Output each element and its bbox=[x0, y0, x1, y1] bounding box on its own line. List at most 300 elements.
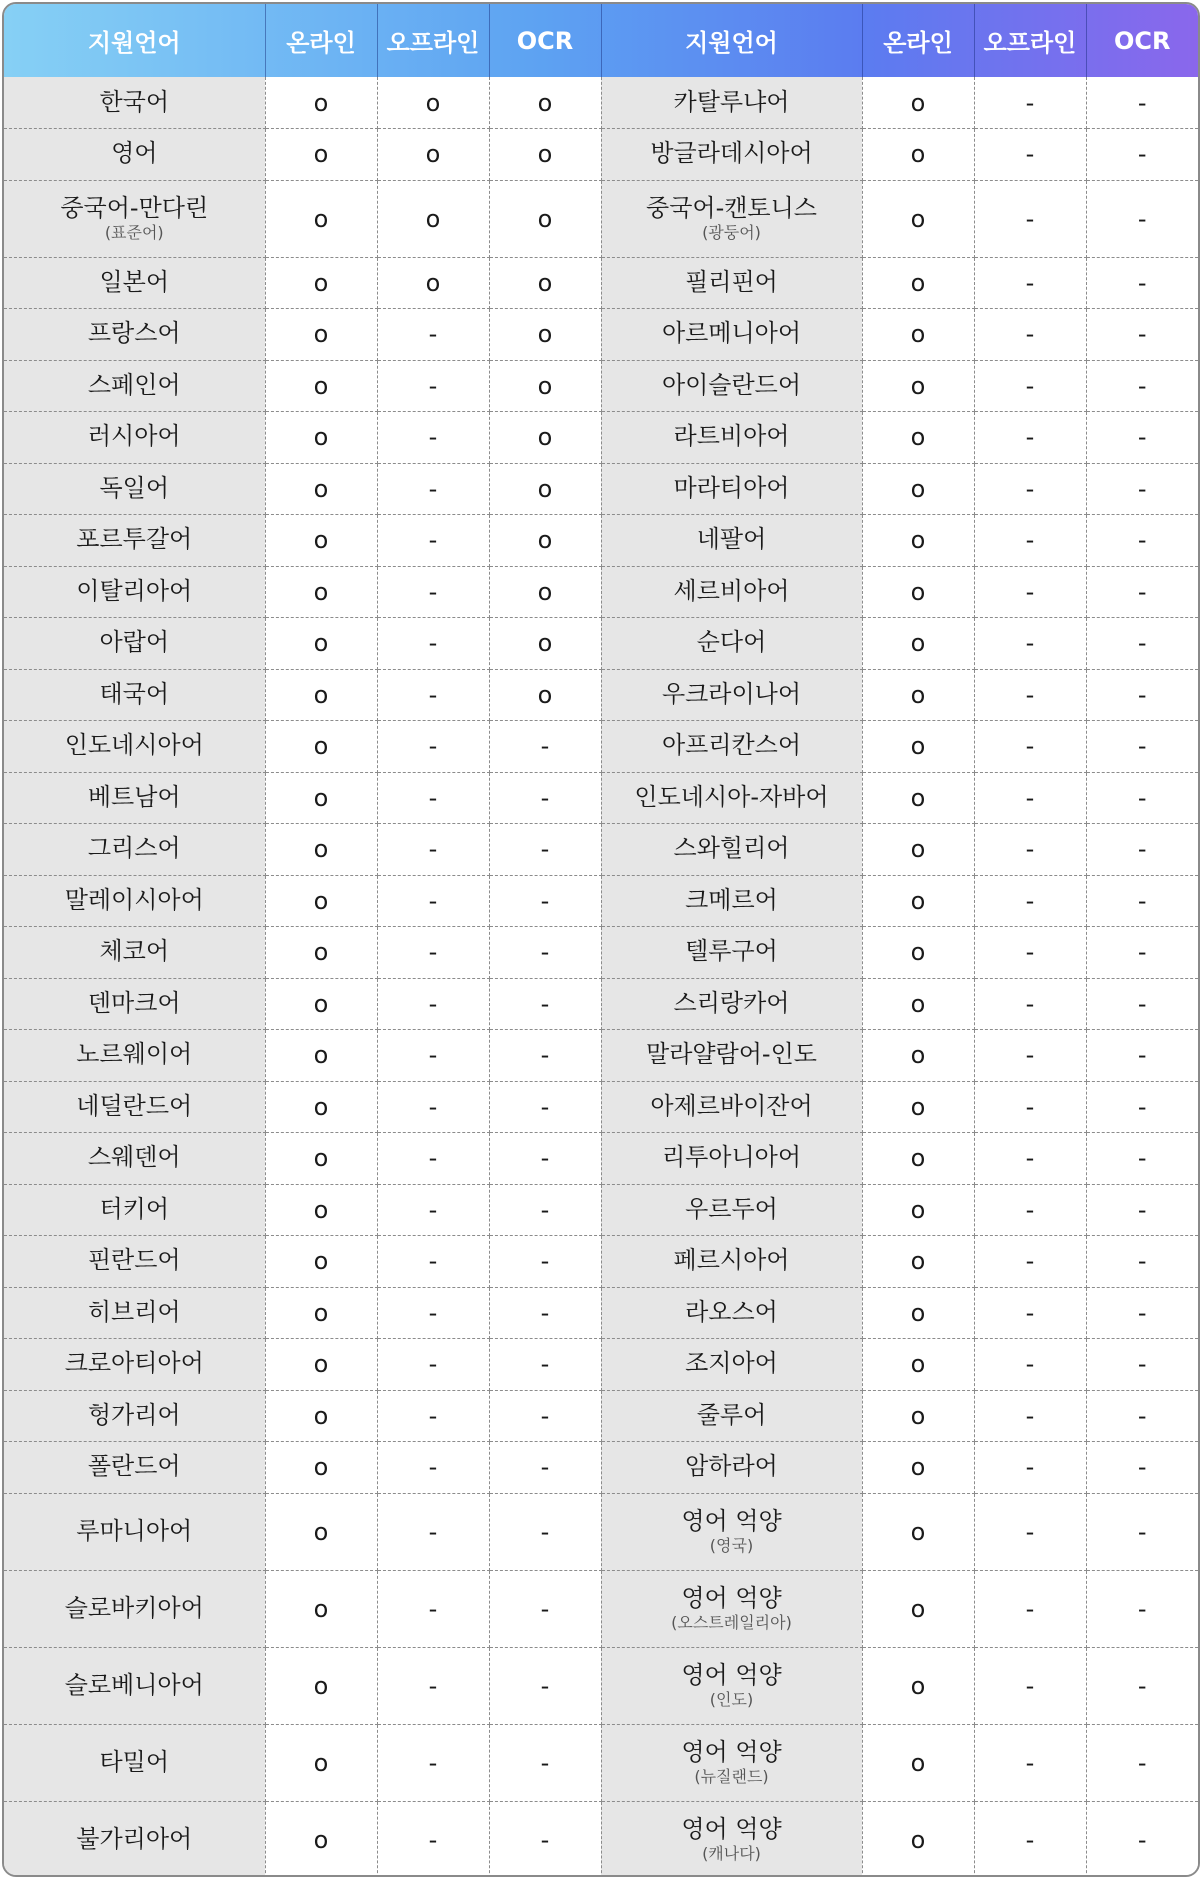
offline-support-right: - bbox=[974, 515, 1086, 567]
offline-support-left: - bbox=[377, 1493, 489, 1570]
online-support-right: o bbox=[862, 1493, 974, 1570]
online-support-left: o bbox=[265, 669, 377, 721]
language-cell-right bbox=[601, 1287, 862, 1339]
language-cell-left bbox=[4, 412, 265, 464]
table-row bbox=[4, 927, 1198, 979]
online-support-left: o bbox=[265, 927, 377, 979]
ocr-support-right: - bbox=[1086, 1493, 1198, 1570]
language-name: 세르비아어 bbox=[673, 576, 790, 605]
table-row bbox=[4, 463, 1198, 515]
online-support-left: o bbox=[265, 515, 377, 567]
language-name: 슬로바키아어 bbox=[64, 1593, 204, 1622]
table-row bbox=[4, 1801, 1198, 1877]
table-row bbox=[4, 412, 1198, 464]
online-support-right: o bbox=[862, 1236, 974, 1288]
language-cell-right bbox=[601, 772, 862, 824]
table-row bbox=[4, 824, 1198, 876]
online-support-right: o bbox=[862, 1442, 974, 1494]
ocr-support-right: - bbox=[1086, 875, 1198, 927]
language-cell-left bbox=[4, 360, 265, 412]
offline-support-left: - bbox=[377, 1339, 489, 1391]
offline-support-right: - bbox=[974, 824, 1086, 876]
language-cell-right bbox=[601, 1493, 862, 1570]
table-row bbox=[4, 257, 1198, 309]
ocr-support-right: - bbox=[1086, 1030, 1198, 1082]
online-support-right: o bbox=[862, 257, 974, 309]
table-row bbox=[4, 180, 1198, 257]
language-name: 핀란드어 bbox=[87, 1246, 181, 1275]
table-header bbox=[4, 4, 1198, 77]
ocr-support-right: - bbox=[1086, 978, 1198, 1030]
language-cell-right bbox=[601, 1081, 862, 1133]
offline-support-right: - bbox=[974, 1724, 1086, 1801]
header-online-left: 온라인 bbox=[265, 4, 377, 77]
ocr-support-right: - bbox=[1086, 1081, 1198, 1133]
offline-support-right: - bbox=[974, 721, 1086, 773]
language-name: 아제르바이잔어 bbox=[650, 1091, 813, 1120]
offline-support-left: - bbox=[377, 1081, 489, 1133]
online-support-right: o bbox=[862, 875, 974, 927]
online-support-right: o bbox=[862, 1287, 974, 1339]
online-support-right: o bbox=[862, 772, 974, 824]
ocr-support-left: - bbox=[489, 978, 601, 1030]
ocr-support-right: - bbox=[1086, 129, 1198, 181]
language-name: 타밀어 bbox=[99, 1747, 170, 1776]
language-cell-right bbox=[601, 1030, 862, 1082]
header-ocr-left: OCR bbox=[489, 4, 601, 77]
table-row bbox=[4, 1133, 1198, 1185]
ocr-support-right: - bbox=[1086, 1570, 1198, 1647]
language-name: 러시아어 bbox=[87, 422, 181, 451]
offline-support-left: - bbox=[377, 515, 489, 567]
offline-support-left: - bbox=[377, 1133, 489, 1185]
offline-support-right: - bbox=[974, 1236, 1086, 1288]
ocr-support-right: - bbox=[1086, 1339, 1198, 1391]
language-name: 마라티아어 bbox=[673, 473, 790, 502]
table-row bbox=[4, 1442, 1198, 1494]
ocr-support-left: - bbox=[489, 927, 601, 979]
language-cell-left bbox=[4, 1030, 265, 1082]
online-support-right: o bbox=[862, 1801, 974, 1877]
language-cell-left bbox=[4, 618, 265, 670]
language-cell-left bbox=[4, 1081, 265, 1133]
language-cell-left bbox=[4, 566, 265, 618]
table-row bbox=[4, 618, 1198, 670]
offline-support-left: - bbox=[377, 360, 489, 412]
offline-support-right: - bbox=[974, 412, 1086, 464]
header-ocr-right: OCR bbox=[1114, 26, 1171, 55]
offline-support-right: - bbox=[974, 618, 1086, 670]
language-note: (표준어) bbox=[104, 223, 164, 243]
online-support-right: o bbox=[862, 1339, 974, 1391]
offline-support-left: - bbox=[377, 669, 489, 721]
ocr-support-left: o bbox=[489, 180, 601, 257]
language-name: 노르웨이어 bbox=[76, 1040, 193, 1069]
language-cell-left bbox=[4, 1390, 265, 1442]
online-support-right: o bbox=[862, 721, 974, 773]
language-name: 히브리어 bbox=[87, 1297, 181, 1326]
online-support-left: o bbox=[265, 721, 377, 773]
online-support-left: o bbox=[265, 1493, 377, 1570]
language-name: 스페인어 bbox=[87, 370, 181, 399]
ocr-support-right: - bbox=[1086, 257, 1198, 309]
ocr-support-left: o bbox=[489, 77, 601, 129]
offline-support-right: - bbox=[974, 1287, 1086, 1339]
offline-support-right: - bbox=[974, 1442, 1086, 1494]
offline-support-right: - bbox=[974, 77, 1086, 129]
language-name: 인도네시아-자바어 bbox=[634, 782, 829, 811]
language-cell-right bbox=[601, 257, 862, 309]
language-name: 덴마크어 bbox=[87, 988, 181, 1017]
language-name: 영어 bbox=[111, 139, 158, 168]
offline-support-left: o bbox=[377, 257, 489, 309]
header-offline-right: 오프라인 bbox=[974, 4, 1086, 77]
language-cell-right bbox=[601, 1570, 862, 1647]
language-name: 영어 억양 bbox=[681, 1506, 782, 1535]
ocr-support-left: - bbox=[489, 1724, 601, 1801]
language-note: (인도) bbox=[709, 1690, 754, 1710]
language-name: 중국어-캔토니스 bbox=[646, 193, 817, 222]
table-row bbox=[4, 309, 1198, 361]
header-online-right: 온라인 bbox=[862, 4, 974, 77]
language-cell-right bbox=[601, 77, 862, 129]
offline-support-right: - bbox=[974, 927, 1086, 979]
offline-support-left: - bbox=[377, 463, 489, 515]
offline-support-left: - bbox=[377, 875, 489, 927]
offline-support-right: - bbox=[974, 463, 1086, 515]
online-support-left: o bbox=[265, 1647, 377, 1724]
online-support-left: o bbox=[265, 978, 377, 1030]
table-row bbox=[4, 1081, 1198, 1133]
language-cell-left bbox=[4, 1184, 265, 1236]
language-cell-right bbox=[601, 1236, 862, 1288]
offline-support-right: - bbox=[974, 669, 1086, 721]
online-support-left: o bbox=[265, 463, 377, 515]
online-support-right: o bbox=[862, 129, 974, 181]
ocr-support-left: o bbox=[489, 360, 601, 412]
table-row bbox=[4, 875, 1198, 927]
ocr-support-left: o bbox=[489, 463, 601, 515]
ocr-support-right: - bbox=[1086, 618, 1198, 670]
ocr-support-right: - bbox=[1086, 1724, 1198, 1801]
language-name: 크메르어 bbox=[685, 885, 778, 914]
language-name: 태국어 bbox=[99, 679, 170, 708]
ocr-support-left: - bbox=[489, 1030, 601, 1082]
language-name: 슬로베니아어 bbox=[64, 1670, 204, 1699]
language-cell-right bbox=[601, 360, 862, 412]
language-cell-right bbox=[601, 875, 862, 927]
offline-support-right: - bbox=[974, 1030, 1086, 1082]
offline-support-right: - bbox=[974, 566, 1086, 618]
language-cell-right bbox=[601, 1133, 862, 1185]
language-name: 카탈루냐어 bbox=[673, 87, 790, 116]
language-cell-right bbox=[601, 1390, 862, 1442]
language-note: (캐나다) bbox=[702, 1844, 761, 1864]
language-name: 일본어 bbox=[99, 267, 170, 296]
language-name: 우르두어 bbox=[685, 1194, 778, 1223]
online-support-right: o bbox=[862, 1390, 974, 1442]
ocr-support-right: - bbox=[1086, 412, 1198, 464]
offline-support-left: - bbox=[377, 978, 489, 1030]
language-cell-right bbox=[601, 309, 862, 361]
online-support-right: o bbox=[862, 1081, 974, 1133]
language-name: 말라얄람어-인도 bbox=[646, 1040, 817, 1069]
offline-support-left: - bbox=[377, 566, 489, 618]
offline-support-left: o bbox=[377, 180, 489, 257]
language-cell-left bbox=[4, 1647, 265, 1724]
online-support-left: o bbox=[265, 1801, 377, 1877]
ocr-support-left: - bbox=[489, 1339, 601, 1391]
language-cell-left bbox=[4, 1570, 265, 1647]
ocr-support-left: - bbox=[489, 1390, 601, 1442]
offline-support-right: - bbox=[974, 180, 1086, 257]
language-cell-right bbox=[601, 180, 862, 257]
language-cell-left bbox=[4, 463, 265, 515]
offline-support-left: - bbox=[377, 1287, 489, 1339]
language-name: 아르메니아어 bbox=[661, 319, 802, 348]
language-cell-left bbox=[4, 669, 265, 721]
language-cell-right bbox=[601, 515, 862, 567]
language-name: 영어 억양 bbox=[681, 1583, 782, 1612]
online-support-right: o bbox=[862, 1030, 974, 1082]
table-row bbox=[4, 360, 1198, 412]
online-support-left: o bbox=[265, 875, 377, 927]
offline-support-right: - bbox=[974, 1133, 1086, 1185]
language-note: (오스트레일리아) bbox=[671, 1613, 792, 1633]
offline-support-left: - bbox=[377, 309, 489, 361]
online-support-right: o bbox=[862, 927, 974, 979]
offline-support-left: - bbox=[377, 1390, 489, 1442]
table-row bbox=[4, 1493, 1198, 1570]
language-name: 터키어 bbox=[99, 1194, 170, 1223]
language-cell-left bbox=[4, 1724, 265, 1801]
table-body bbox=[4, 77, 1198, 1877]
language-name: 조지아어 bbox=[685, 1349, 778, 1378]
language-cell-left bbox=[4, 515, 265, 567]
language-cell-left bbox=[4, 824, 265, 876]
table-row bbox=[4, 515, 1198, 567]
offline-support-right: - bbox=[974, 309, 1086, 361]
online-support-right: o bbox=[862, 1133, 974, 1185]
ocr-support-right: - bbox=[1086, 1390, 1198, 1442]
online-support-left: o bbox=[265, 257, 377, 309]
language-note: (뉴질랜드) bbox=[694, 1767, 769, 1787]
language-name: 중국어-만다린 bbox=[60, 193, 209, 222]
language-name: 암하라어 bbox=[685, 1452, 778, 1481]
online-support-right: o bbox=[862, 1647, 974, 1724]
language-cell-right bbox=[601, 927, 862, 979]
table-row bbox=[4, 721, 1198, 773]
ocr-support-left: - bbox=[489, 824, 601, 876]
language-cell-left bbox=[4, 1133, 265, 1185]
ocr-support-right: - bbox=[1086, 1801, 1198, 1877]
language-cell-left bbox=[4, 1287, 265, 1339]
ocr-support-left: o bbox=[489, 515, 601, 567]
table-row bbox=[4, 1236, 1198, 1288]
table-row bbox=[4, 1724, 1198, 1801]
language-cell-right bbox=[601, 1647, 862, 1724]
ocr-support-right: - bbox=[1086, 721, 1198, 773]
online-support-left: o bbox=[265, 1724, 377, 1801]
offline-support-right: - bbox=[974, 978, 1086, 1030]
table-row bbox=[4, 669, 1198, 721]
offline-support-right: - bbox=[974, 360, 1086, 412]
online-support-left: o bbox=[265, 1339, 377, 1391]
online-support-left: o bbox=[265, 1287, 377, 1339]
language-name: 영어 억양 bbox=[681, 1737, 782, 1766]
ocr-support-left: - bbox=[489, 1236, 601, 1288]
offline-support-right: - bbox=[974, 1339, 1086, 1391]
language-name: 불가리아어 bbox=[76, 1824, 193, 1853]
table-row bbox=[4, 566, 1198, 618]
online-support-right: o bbox=[862, 1724, 974, 1801]
online-support-left: o bbox=[265, 1390, 377, 1442]
language-name: 줄루어 bbox=[696, 1400, 767, 1429]
table-row bbox=[4, 1570, 1198, 1647]
offline-support-right: - bbox=[974, 1081, 1086, 1133]
language-cell-right bbox=[601, 1184, 862, 1236]
language-name: 프랑스어 bbox=[87, 319, 181, 348]
language-name: 페르시아어 bbox=[673, 1246, 790, 1275]
online-support-left: o bbox=[265, 772, 377, 824]
ocr-support-left: - bbox=[489, 1442, 601, 1494]
online-support-left: o bbox=[265, 180, 377, 257]
offline-support-left: - bbox=[377, 1236, 489, 1288]
language-name: 아프리칸스어 bbox=[661, 731, 802, 760]
table-row bbox=[4, 978, 1198, 1030]
language-cell-left bbox=[4, 772, 265, 824]
language-name: 아이슬란드어 bbox=[661, 370, 802, 399]
ocr-support-right: - bbox=[1086, 309, 1198, 361]
language-cell-left bbox=[4, 1236, 265, 1288]
language-cell-left bbox=[4, 1493, 265, 1570]
header-offline-left: 오프라인 bbox=[377, 4, 489, 77]
online-support-left: o bbox=[265, 1236, 377, 1288]
ocr-support-right: - bbox=[1086, 515, 1198, 567]
language-cell-left bbox=[4, 927, 265, 979]
language-support-table bbox=[4, 4, 1198, 1877]
language-name: 베트남어 bbox=[87, 782, 181, 811]
offline-support-right: - bbox=[974, 1570, 1086, 1647]
language-cell-right bbox=[601, 129, 862, 181]
offline-support-left: - bbox=[377, 1030, 489, 1082]
ocr-support-left: - bbox=[489, 1184, 601, 1236]
online-support-right: o bbox=[862, 618, 974, 670]
language-name: 루마니아어 bbox=[76, 1516, 193, 1545]
ocr-support-left: - bbox=[489, 1801, 601, 1877]
offline-support-left: - bbox=[377, 412, 489, 464]
online-support-left: o bbox=[265, 360, 377, 412]
offline-support-right: - bbox=[974, 772, 1086, 824]
online-support-left: o bbox=[265, 618, 377, 670]
header-language-right: 지원언어 bbox=[601, 4, 862, 77]
language-cell-right bbox=[601, 978, 862, 1030]
online-support-right: o bbox=[862, 77, 974, 129]
ocr-support-right: - bbox=[1086, 1442, 1198, 1494]
online-support-right: o bbox=[862, 1570, 974, 1647]
language-cell-right bbox=[601, 1801, 862, 1877]
ocr-support-right: - bbox=[1086, 360, 1198, 412]
language-cell-right bbox=[601, 412, 862, 464]
offline-support-right: - bbox=[974, 1647, 1086, 1724]
language-name: 한국어 bbox=[99, 87, 170, 116]
online-support-right: o bbox=[862, 309, 974, 361]
language-name: 인도네시아어 bbox=[64, 731, 204, 760]
ocr-support-left: o bbox=[489, 669, 601, 721]
language-cell-left bbox=[4, 875, 265, 927]
ocr-support-left: - bbox=[489, 772, 601, 824]
offline-support-left: o bbox=[377, 129, 489, 181]
ocr-support-right: - bbox=[1086, 180, 1198, 257]
offline-support-left: - bbox=[377, 772, 489, 824]
online-support-right: o bbox=[862, 412, 974, 464]
language-name: 라트비아어 bbox=[673, 422, 790, 451]
language-cell-right bbox=[601, 1442, 862, 1494]
offline-support-right: - bbox=[974, 875, 1086, 927]
language-name: 포르투갈어 bbox=[76, 525, 193, 554]
online-support-right: o bbox=[862, 978, 974, 1030]
table-row bbox=[4, 1339, 1198, 1391]
ocr-support-left: - bbox=[489, 1570, 601, 1647]
ocr-support-left: - bbox=[489, 721, 601, 773]
language-cell-right bbox=[601, 721, 862, 773]
table-row bbox=[4, 1287, 1198, 1339]
table-row bbox=[4, 1390, 1198, 1442]
header-row bbox=[4, 4, 1198, 77]
language-name: 리투아니아어 bbox=[661, 1143, 802, 1172]
table-row bbox=[4, 77, 1198, 129]
online-support-left: o bbox=[265, 309, 377, 361]
online-support-left: o bbox=[265, 412, 377, 464]
language-name: 그리스어 bbox=[87, 834, 181, 863]
language-cell-right bbox=[601, 669, 862, 721]
ocr-support-right: - bbox=[1086, 927, 1198, 979]
offline-support-right: - bbox=[974, 257, 1086, 309]
language-cell-left bbox=[4, 1801, 265, 1877]
offline-support-left: - bbox=[377, 1442, 489, 1494]
header-language-left: 지원언어 bbox=[4, 4, 265, 77]
offline-support-left: - bbox=[377, 1647, 489, 1724]
online-support-right: o bbox=[862, 180, 974, 257]
table-row bbox=[4, 1647, 1198, 1724]
language-name: 크로아티아어 bbox=[64, 1349, 204, 1378]
language-cell-left bbox=[4, 309, 265, 361]
offline-support-left: - bbox=[377, 1801, 489, 1877]
offline-support-right: - bbox=[974, 129, 1086, 181]
language-name: 순다어 bbox=[696, 628, 767, 657]
language-name: 네덜란드어 bbox=[76, 1091, 193, 1120]
offline-support-left: - bbox=[377, 618, 489, 670]
language-name: 네팔어 bbox=[696, 525, 767, 554]
language-cell-left bbox=[4, 257, 265, 309]
ocr-support-right: - bbox=[1086, 1647, 1198, 1724]
offline-support-left: - bbox=[377, 1184, 489, 1236]
ocr-support-left: - bbox=[489, 1647, 601, 1724]
ocr-support-right: - bbox=[1086, 772, 1198, 824]
offline-support-right: - bbox=[974, 1390, 1086, 1442]
ocr-support-right: - bbox=[1086, 669, 1198, 721]
language-support-table-frame bbox=[2, 2, 1200, 1877]
online-support-left: o bbox=[265, 1570, 377, 1647]
online-support-left: o bbox=[265, 1133, 377, 1185]
language-name: 독일어 bbox=[99, 473, 170, 502]
language-cell-left bbox=[4, 129, 265, 181]
ocr-support-left: o bbox=[489, 412, 601, 464]
language-cell-right bbox=[601, 824, 862, 876]
offline-support-left: - bbox=[377, 1724, 489, 1801]
table-row bbox=[4, 1030, 1198, 1082]
offline-support-left: - bbox=[377, 721, 489, 773]
